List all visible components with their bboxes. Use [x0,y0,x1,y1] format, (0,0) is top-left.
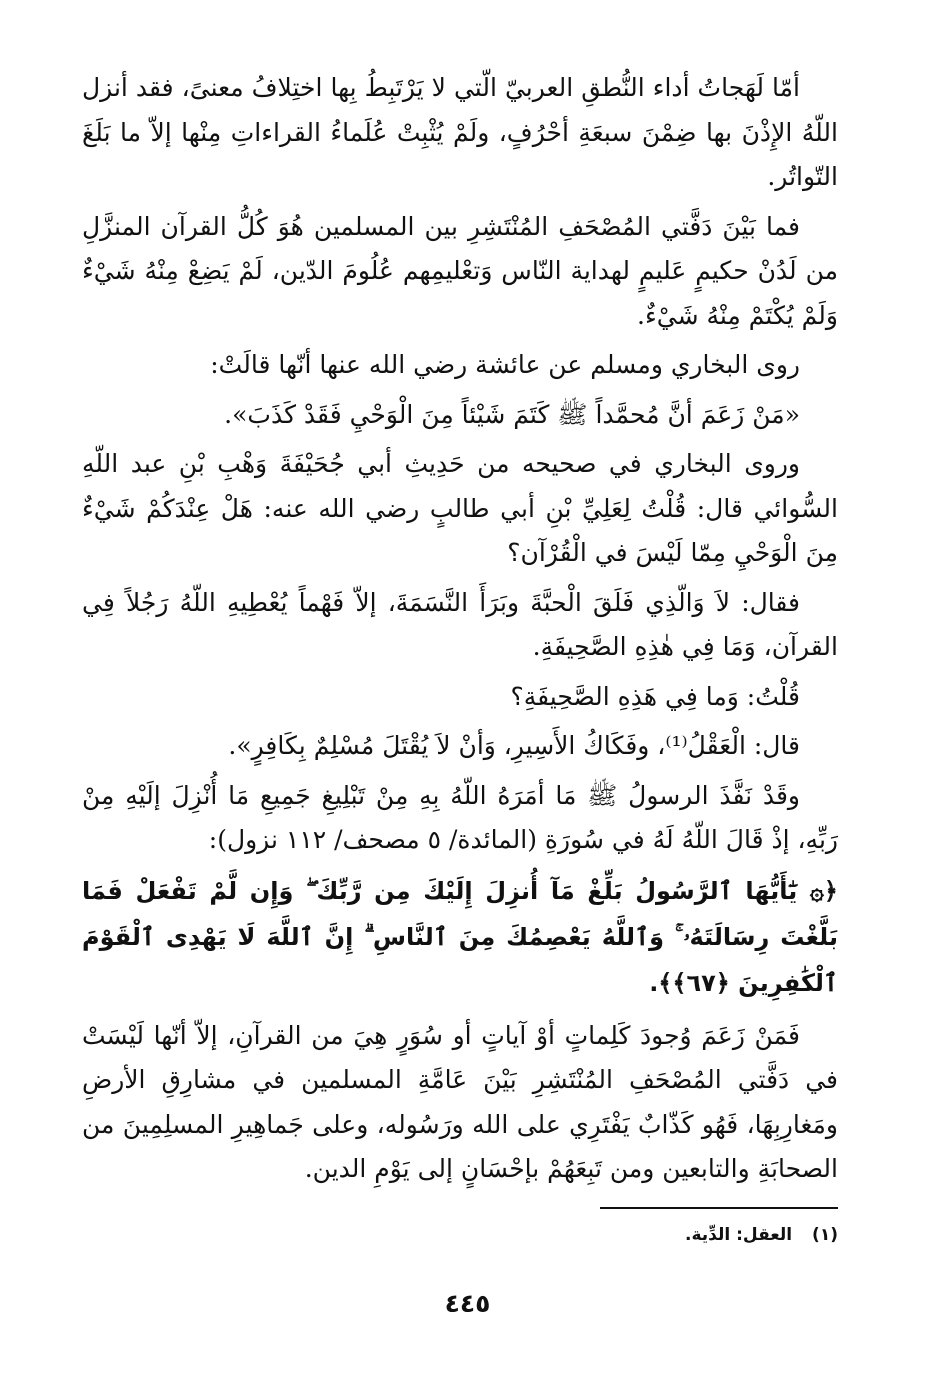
main-text [82,66,838,1197]
paragraph-closing: فَمَنْ زَعَمَ وُجودَ كَلِماتٍ أوْ آياتٍ أو سُوَرٍ هِيَ من القرآنِ، إلاّ أنّها لَيْسَتْ في دَفَّتي المُصْحَفِ المُنْتَشِرِ بَيْنَ عَامَّةِ المسلمين في مشارِقِ الأرضِ ومَغارِبِهَا، فَهُو كَذّابٌ يَفْتَرِي على الله ورَسُوله، وعلى جَماهِيرِ المسلِمِينَ من الصحابَةِ والتابعين ومن تَبِعَهُمْ بإحْسَانٍ إلى يَوْمِ الدين. [82,1020,838,1183]
quran-verse: ﴿۞ يَٰٓأَيُّهَا ٱلرَّسُولُ بَلِّغْ مَآ أُنزِلَ إِلَيْكَ مِن رَّبِّكَ ۖ وَإِن لَّمْ تَفْعَلْ فَمَا بَلَّغْتَ رِسَالَتَهُۥ ۚ وَٱللَّهُ يَعْصِمُكَ مِنَ ٱلنَّاسِ ۗ إِنَّ ٱللَّهَ لَا يَهْدِى ٱلْقَوْمَ ٱلْكَٰفِرِينَ ﴿٦٧﴾﴾. [82,876,838,997]
paragraph-dialects: أمّا لَهَجاتُ أداء النُّطقِ العربيّ الّتي لا يَرْتَبِطُ بِها اختِلافُ معنىً، فقد أنزل اللّهُ الإِذْنَ بها ضِمْنَ سبعَةِ أحْرُفٍ، ولَمْ يُثْبِتْ عُلَماءُ القراءاتِ مِنْها إلاّ ما بَلَغَ التّواتُر. [82,73,838,191]
footnote [238,1220,838,1250]
paragraph-question: قُلْتُ: وَما فِي هَذِهِ الصَّحِيفَةِ؟ [510,681,800,711]
paragraph-prophet-conveyed: وقَدْ نَفَّذَ الرسولُ ﷺ مَا أمَرَهُ اللّهُ بِهِ مِنْ تَبْلِيغِ جَمِيعِ مَا أُنْزِلَ إلَيْهِ مِنْ رَبِّهِ، إذْ قَالَ اللّهُ لَهُ في سُورَةِ (المائدة/ ٥ مصحف/ ١١٢ نزول): [82,780,838,854]
page-number: ٤٤٥ [444,1289,491,1318]
paragraph-mushaf: فما بَيْنَ دَفَّتي المُصْحَفِ المُنْتَشِرِ بين المسلمين هُوَ كُلُّ القرآن المنزَّلِ من لَدُنْ حكيمٍ عَليمٍ لهداية النّاس وَتعْليمِهم عُلُومَ الدّين، لَمْ يَضِعْ مِنْهُ شَيْءٌ وَلَمْ يُكْتَمْ مِنْهُ شَيْءٌ. [82,211,838,330]
paragraph-aisha-intro: روى البخاري ومسلم عن عائشة رضي الله عنها أنّها قالَتْ: [210,350,800,379]
paragraph-sahifa-contents: قال: الْعَقْلُ⁽¹⁾، وفَكَاكُ الأَسِيرِ، وَأنْ لاَ يُقْتَلَ مُسْلِمٌ بِكَافِرٍ». [228,731,800,760]
paragraph-ali-answer: فقال: لاَ وَالّذِي فَلَقَ الْحبَّةَ وبَرَأَ النَّسَمَةَ، إلاّ فَهْماً يُعْطِيهِ اللّهُ رَجُلاً فِي القرآن، وَمَا فِي هٰذِهِ الصَّحِيفَةِ. [82,587,838,661]
hadith-aisha: «مَنْ زَعَمَ أنَّ مُحمَّداً ﷺ كَتَمَ شَيْئاً مِنَ الْوَحْيِ فَقَدْ كَذَبَ». [224,399,800,429]
paragraph-abu-juhayfa: وروى البخاري في صحيحه من حَدِيثِ أبي جُحَيْفَةَ وَهْبِ بْنِ عبد اللّهِ السُّوائي قال: قُلْتُ لِعَلِيِّ بْنِ أبي طالبٍ رضي الله عنه: هَلْ عِنْدَكُمْ شَيْءٌ مِنَ الْوَحْيِ مِمّا لَيْسَ في الْقُرْآن؟ [82,449,838,567]
footnote-text: العقل: الدِّية. [685,1225,793,1245]
footnote-divider [600,1207,838,1209]
footnote-number: (١) [812,1225,838,1245]
